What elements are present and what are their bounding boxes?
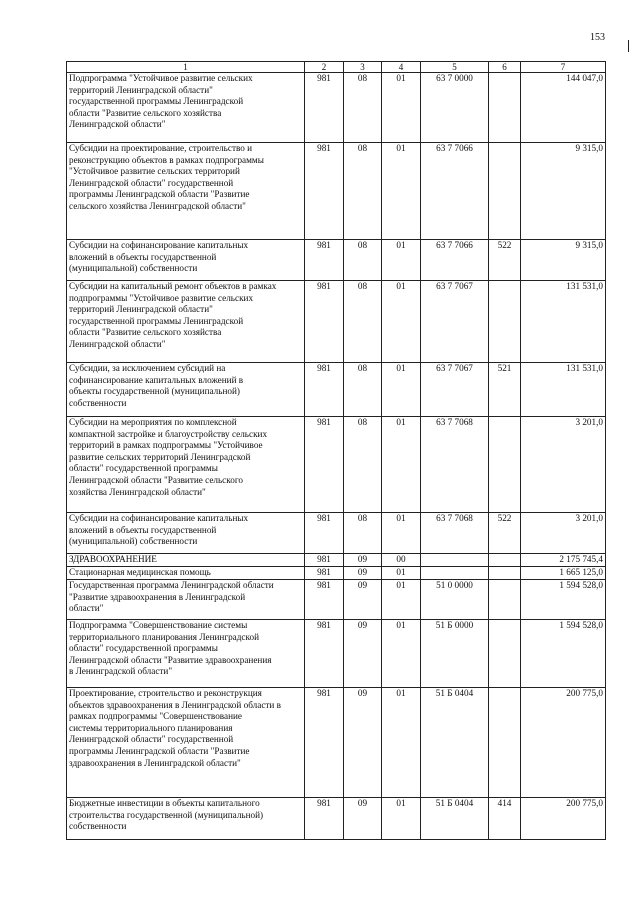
section-code: 09 xyxy=(344,620,382,688)
admin-code: 981 xyxy=(305,798,344,840)
expense-type xyxy=(489,417,521,513)
admin-code: 981 xyxy=(305,281,344,363)
target-article xyxy=(421,554,489,567)
section-code: 08 xyxy=(344,417,382,513)
scan-edge-mark xyxy=(628,40,629,52)
target-article: 63 7 7066 xyxy=(421,240,489,281)
section-code: 08 xyxy=(344,363,382,417)
target-article xyxy=(421,567,489,580)
row-description: Субсидии, за исключением субсидий на софинансирование капитальных вложений в объекты государственной (муниципальной) собственности xyxy=(67,363,305,417)
row-description: Субсидии на мероприятия по комплексной компактной застройке и благоустройству сельских территорий в рамках подпрограммы "Устойчивое развитие сельских территорий Ленинградской области" государственной программы Ленинградской области "Развитие сельского хозяйства Ленинградской области" xyxy=(67,417,305,513)
amount: 9 315,0 xyxy=(521,240,606,281)
header-cell-6: 6 xyxy=(489,62,521,73)
row-description: Подпрограмма "Совершенствование системы территориального планирования Ленинградской области" государственной программы Ленинградской области "Развитие здравоохранения в Ленинградской области" xyxy=(67,620,305,688)
row-description: Стационарная медицинская помощь xyxy=(67,567,305,580)
target-article: 63 7 7066 xyxy=(421,143,489,240)
section-code: 09 xyxy=(344,798,382,840)
section-code: 08 xyxy=(344,513,382,554)
budget-table xyxy=(66,61,606,840)
header-cell-5: 5 xyxy=(421,62,489,73)
amount: 1 594 528,0 xyxy=(521,580,606,620)
admin-code: 981 xyxy=(305,513,344,554)
subsection-code: 01 xyxy=(382,513,421,554)
expense-type xyxy=(489,567,521,580)
row-description: ЗДРАВООХРАНЕНИЕ xyxy=(67,554,305,567)
table-row xyxy=(67,363,606,417)
subsection-code: 01 xyxy=(382,620,421,688)
amount: 3 201,0 xyxy=(521,417,606,513)
expense-type: 521 xyxy=(489,363,521,417)
subsection-code: 01 xyxy=(382,798,421,840)
row-description: Субсидии на капитальный ремонт объектов в рамках подпрограммы "Устойчивое развитие сельских территорий Ленинградской области" государственной программы Ленинградской области "Развитие сельского хозяйства Ленинградской области" xyxy=(67,281,305,363)
table-row xyxy=(67,417,606,513)
admin-code: 981 xyxy=(305,73,344,143)
admin-code: 981 xyxy=(305,240,344,281)
table-row xyxy=(67,798,606,840)
section-code: 08 xyxy=(344,73,382,143)
table-row xyxy=(67,281,606,363)
table-row xyxy=(67,513,606,554)
target-article: 63 7 7067 xyxy=(421,281,489,363)
admin-code: 981 xyxy=(305,143,344,240)
admin-code: 981 xyxy=(305,688,344,798)
page-number: 153 xyxy=(590,32,605,43)
header-cell-2: 2 xyxy=(305,62,344,73)
expense-type xyxy=(489,281,521,363)
subsection-code: 01 xyxy=(382,363,421,417)
target-article: 51 0 0000 xyxy=(421,580,489,620)
expense-type xyxy=(489,580,521,620)
target-article: 51 Б 0404 xyxy=(421,798,489,840)
subsection-code: 01 xyxy=(382,417,421,513)
row-description: Государственная программа Ленинградской области "Развитие здравоохранения в Ленинградской области" xyxy=(67,580,305,620)
subsection-code: 01 xyxy=(382,143,421,240)
section-code: 08 xyxy=(344,143,382,240)
header-cell-1: 1 xyxy=(67,62,305,73)
admin-code: 981 xyxy=(305,363,344,417)
subsection-code: 00 xyxy=(382,554,421,567)
admin-code: 981 xyxy=(305,620,344,688)
table-row xyxy=(67,143,606,240)
section-code: 09 xyxy=(344,567,382,580)
header-row xyxy=(67,62,606,73)
expense-type xyxy=(489,688,521,798)
subsection-code: 01 xyxy=(382,73,421,143)
header-cell-7: 7 xyxy=(521,62,606,73)
section-code: 09 xyxy=(344,580,382,620)
expense-type: 522 xyxy=(489,513,521,554)
target-article: 63 7 7067 xyxy=(421,363,489,417)
section-code: 08 xyxy=(344,240,382,281)
row-description: Субсидии на проектирование, строительство и реконструкцию объектов в рамках подпрограммы "Устойчивое развитие сельских территорий Ленинградской области" государственной программы Ленинградской области "Развитие сельского хозяйства Ленинградской области" xyxy=(67,143,305,240)
expense-type xyxy=(489,73,521,143)
amount: 3 201,0 xyxy=(521,513,606,554)
target-article: 51 Б 0404 xyxy=(421,688,489,798)
expense-type xyxy=(489,620,521,688)
table-row xyxy=(67,73,606,143)
table-row xyxy=(67,567,606,580)
target-article: 63 7 0000 xyxy=(421,73,489,143)
admin-code: 981 xyxy=(305,567,344,580)
row-description: Бюджетные инвестиции в объекты капитального строительства государственной (муниципальной) собственности xyxy=(67,798,305,840)
amount: 144 047,0 xyxy=(521,73,606,143)
target-article: 51 Б 0000 xyxy=(421,620,489,688)
table-row xyxy=(67,240,606,281)
target-article: 63 7 7068 xyxy=(421,513,489,554)
section-code: 08 xyxy=(344,281,382,363)
table-row xyxy=(67,620,606,688)
row-description: Проектирование, строительство и реконструкция объектов здравоохранения в Ленинградской области в рамках подпрограммы "Совершенствование системы территориального планирования Ленинградской области" государственной программы Ленинградской области "Развитие здравоохранения в Ленинградской области" xyxy=(67,688,305,798)
expense-type xyxy=(489,143,521,240)
subsection-code: 01 xyxy=(382,580,421,620)
amount: 131 531,0 xyxy=(521,363,606,417)
subsection-code: 01 xyxy=(382,688,421,798)
section-code: 09 xyxy=(344,688,382,798)
subsection-code: 01 xyxy=(382,281,421,363)
amount: 200 775,0 xyxy=(521,688,606,798)
amount: 2 175 745,4 xyxy=(521,554,606,567)
amount: 1 665 125,0 xyxy=(521,567,606,580)
expense-type: 414 xyxy=(489,798,521,840)
target-article: 63 7 7068 xyxy=(421,417,489,513)
table-row xyxy=(67,554,606,567)
row-description: Субсидии на софинансирование капитальных вложений в объекты государственной (муниципальной) собственности xyxy=(67,240,305,281)
amount: 200 775,0 xyxy=(521,798,606,840)
admin-code: 981 xyxy=(305,580,344,620)
row-description: Подпрограмма "Устойчивое развитие сельских территорий Ленинградской области" государственной программы Ленинградской области "Развитие сельского хозяйства Ленинградской области" xyxy=(67,73,305,143)
table-row xyxy=(67,580,606,620)
admin-code: 981 xyxy=(305,554,344,567)
amount: 131 531,0 xyxy=(521,281,606,363)
table-row xyxy=(67,688,606,798)
amount: 9 315,0 xyxy=(521,143,606,240)
header-cell-4: 4 xyxy=(382,62,421,73)
section-code: 09 xyxy=(344,554,382,567)
row-description: Субсидии на софинансирование капитальных вложений в объекты государственной (муниципальной) собственности xyxy=(67,513,305,554)
subsection-code: 01 xyxy=(382,567,421,580)
expense-type: 522 xyxy=(489,240,521,281)
subsection-code: 01 xyxy=(382,240,421,281)
amount: 1 594 528,0 xyxy=(521,620,606,688)
admin-code: 981 xyxy=(305,417,344,513)
expense-type xyxy=(489,554,521,567)
header-cell-3: 3 xyxy=(344,62,382,73)
